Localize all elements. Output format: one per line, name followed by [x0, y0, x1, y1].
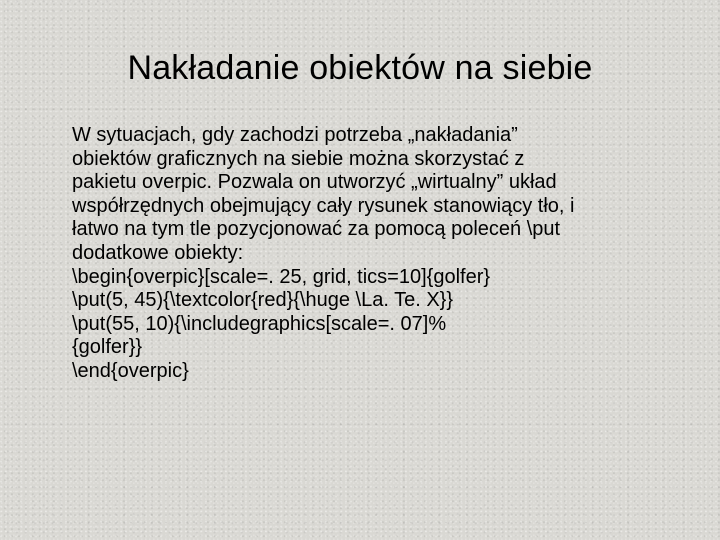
body-line: łatwo na tym tle pozycjonować za pomocą poleceń \put [72, 218, 561, 241]
code-line: {golfer}} [72, 336, 143, 359]
slide-title: Nakładanie obiektów na siebie [127, 49, 593, 87]
body-line: pakietu overpic. Pozwala on utworzyć „wirtualny” układ [72, 171, 557, 194]
code-line: \put(5, 45){\textcolor{red}{\huge \La. Te. X}} [72, 289, 454, 312]
body-line: dodatkowe obiekty: [72, 241, 244, 264]
body-line: W sytuacjach, gdy zachodzi potrzeba „nakładania” [72, 124, 518, 146]
code-line: \end{overpic} [72, 359, 189, 382]
code-line: \begin{overpic}[scale=. 25, grid, tics=10]{golfer} [72, 265, 491, 288]
slide-body [72, 124, 702, 384]
body-line: współrzędnych obejmujący cały rysunek stanowiący tło, i [72, 194, 575, 217]
code-line: \put(55, 10){\includegraphics[scale=. 07]% [72, 312, 447, 335]
body-line: obiektów graficznych na siebie można skorzystać z [72, 147, 525, 170]
